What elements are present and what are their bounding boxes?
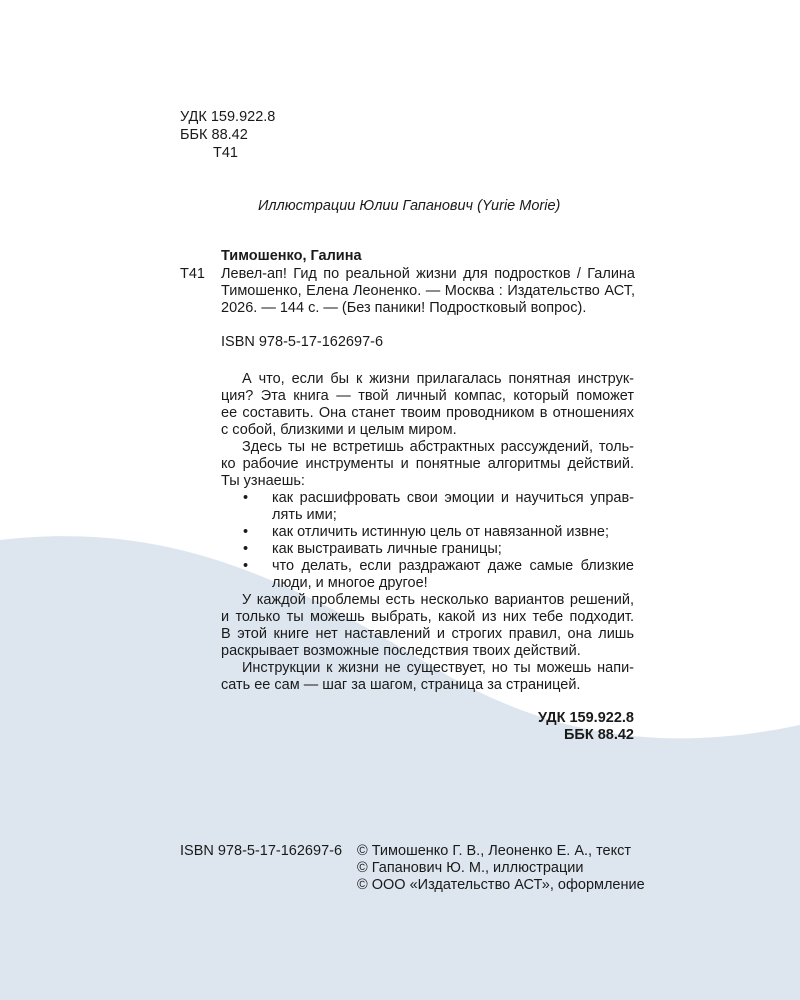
author-heading: Тимошенко, Галина (221, 248, 362, 264)
abstract-line: Ты узнаешь: (221, 473, 305, 489)
abstract-line: ция? Эта книга — твой личный компас, который поможет (221, 388, 634, 404)
bibliographic-line: Тимошенко, Елена Леоненко. — Москва : Издательство АСТ, (221, 283, 635, 299)
bbk-code: ББК 88.42 (180, 127, 248, 143)
abstract-line: сать ее сам — шаг за шагом, страница за страницей. (221, 677, 581, 693)
list-item (221, 490, 634, 507)
list-item-text: как расшифровать свои эмоции и научиться управ- (272, 490, 634, 506)
abstract-line: А что, если бы к жизни прилагалась понятная инструк- (242, 371, 634, 387)
catalog-mark: Т41 (180, 266, 205, 282)
bullet-icon: • (243, 541, 249, 557)
list-item (221, 524, 634, 541)
list-item (221, 558, 634, 575)
abstract-line: ко рабочие инструменты и понятные алгоритмы действий. (221, 456, 634, 472)
udk-code: УДК 159.922.8 (180, 109, 276, 125)
illustrator-credit: Иллюстрации Юлии Гапанович (Yurie Morie) (258, 198, 561, 214)
copyright-line: © Гапанович Ю. М., иллюстрации (357, 860, 584, 876)
list-item-text: как выстраивать личные границы; (272, 541, 502, 557)
abstract-line: Инструкции к жизни не существует, но ты можешь напи- (242, 660, 634, 676)
copyright-line: © Тимошенко Г. В., Леоненко Е. А., текст (357, 843, 632, 859)
bibliographic-line: 2026. — 144 с. — (Без паники! Подростковый вопрос). (221, 300, 587, 316)
abstract-line: и только ты можешь выбрать, какой из них тебе подходит. (221, 609, 634, 625)
list-item-continuation (221, 507, 634, 524)
bibliographic-line: Левел-ап! Гид по реальной жизни для подростков / Галина (221, 266, 635, 282)
bullet-icon: • (243, 490, 249, 506)
list-item (221, 541, 634, 558)
bullet-icon: • (243, 558, 249, 574)
copyright-line: © ООО «Издательство АСТ», оформление (357, 877, 645, 893)
abstract-line: раскрывает возможные последствия твоих действий. (221, 643, 581, 659)
abstract-line: ее составить. Она станет твоим проводником в отношениях (221, 405, 634, 421)
list-item-text: люди, и многое другое! (272, 575, 428, 591)
list-item-text: что делать, если раздражают даже самые близкие (272, 558, 634, 574)
author-mark: Т41 (213, 145, 238, 161)
bibliographic-description (221, 266, 635, 317)
abstract-line: с собой, близкими и целым миром. (221, 422, 457, 438)
list-item-continuation (221, 575, 634, 592)
list-item-text: лять ими; (272, 507, 337, 523)
abstract-line: У каждой проблемы есть несколько вариантов решений, (242, 592, 634, 608)
catalog-isbn: ISBN 978-5-17-162697-6 (221, 334, 384, 350)
bullet-icon: • (243, 524, 249, 540)
footer-bbk: ББК 88.42 (563, 727, 634, 743)
copyright-lines (357, 843, 657, 894)
footer-codes (421, 710, 634, 744)
copyright-isbn: ISBN 978-5-17-162697-6 (180, 843, 343, 859)
abstract-line: В этой книге нет наставлений и строгих правил, она лишь (221, 626, 634, 642)
footer-udk: УДК 159.922.8 (538, 710, 634, 726)
abstract (221, 371, 634, 694)
list-item-text: как отличить истинную цель от навязанной извне; (272, 524, 609, 540)
abstract-line: Здесь ты не встретишь абстрактных рассуждений, толь- (242, 439, 634, 455)
